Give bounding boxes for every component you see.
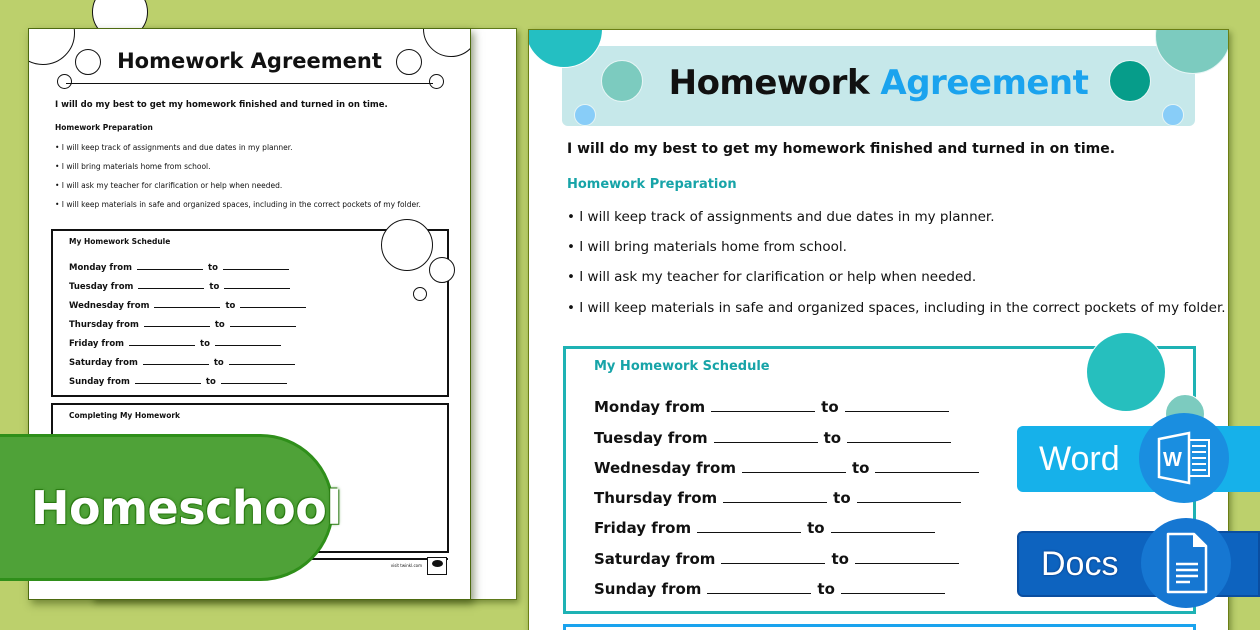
schedule-row-sunday: Sunday from to (594, 580, 951, 598)
bullet-item: • I will ask my teacher for clarification or help when needed. (567, 269, 977, 285)
docs-label: Docs (1041, 544, 1119, 583)
bullet-item: • I will bring materials home from school. (567, 239, 847, 255)
schedule-row-saturday: Saturday from to (69, 356, 300, 368)
decorative-circle (413, 287, 427, 301)
schedule-row-wednesday: Wednesday from to (594, 459, 985, 477)
decorative-circle (1086, 332, 1166, 412)
bullet-item: • I will keep track of assignments and due dates in my planner. (567, 209, 995, 225)
schedule-box (51, 229, 449, 397)
schedule-row-friday: Friday from to (69, 337, 286, 349)
title-part-homework: Homework (668, 63, 870, 103)
schedule-title: My Homework Schedule (594, 359, 770, 374)
google-docs-icon (1141, 518, 1231, 608)
title-part-agreement: Agreement (880, 63, 1089, 103)
bullet-item: • I will bring materials home from school. (55, 162, 211, 171)
schedule-row-wednesday: Wednesday from to (69, 299, 311, 311)
section-heading: Homework Preparation (55, 123, 153, 132)
schedule-row-monday: Monday from to (594, 398, 955, 416)
bullet-item: • I will keep track of assignments and due dates in my planner. (55, 143, 293, 152)
homeschool-label: Homeschool (31, 480, 342, 535)
page-title: Homework Agreement (117, 49, 382, 73)
schedule-row-tuesday: Tuesday from to (594, 429, 957, 447)
bullet-item: • I will ask my teacher for clarification or help when needed. (55, 181, 283, 190)
bullet-item: • I will keep materials in safe and organized spaces, including in the correct pockets of my folder. (55, 200, 421, 209)
intro-text: I will do my best to get my homework finished and turned in on time. (567, 141, 1116, 157)
word-label: Word (1039, 439, 1120, 478)
schedule-row-saturday: Saturday from to (594, 550, 965, 568)
decorative-circle (1162, 104, 1184, 126)
homeschool-category-badge (0, 434, 342, 581)
schedule-row-tuesday: Tuesday from to (69, 280, 295, 292)
word-icon (1139, 413, 1229, 503)
decorative-circle (381, 219, 433, 271)
schedule-row-monday: Monday from to (69, 261, 294, 273)
schedule-row-thursday: Thursday from to (69, 318, 301, 330)
svg-text:W: W (1163, 449, 1182, 471)
schedule-row-thursday: Thursday from to (594, 489, 967, 507)
word-format-badge[interactable] (1017, 426, 1260, 492)
docs-format-badge[interactable] (1017, 531, 1260, 597)
next-section-box (563, 624, 1196, 630)
schedule-row-sunday: Sunday from to (69, 375, 292, 387)
decorative-circle (574, 104, 596, 126)
completing-title: Completing My Homework (69, 411, 181, 420)
decorative-circle (429, 74, 444, 89)
intro-text: I will do my best to get my homework finished and turned in on time. (55, 100, 388, 110)
decorative-circle (429, 257, 455, 283)
decorative-circle (57, 74, 72, 89)
schedule-row-friday: Friday from to (594, 519, 941, 537)
schedule-title: My Homework Schedule (69, 237, 171, 246)
twinkl-logo-icon (427, 557, 447, 575)
section-heading: Homework Preparation (567, 177, 737, 192)
footer-text: visit twinkl.com (390, 563, 422, 568)
bullet-item: • I will keep materials in safe and organized spaces, including in the correct pockets of my folder. (567, 300, 1226, 316)
title-rule (66, 83, 433, 84)
page-title (529, 63, 1228, 103)
